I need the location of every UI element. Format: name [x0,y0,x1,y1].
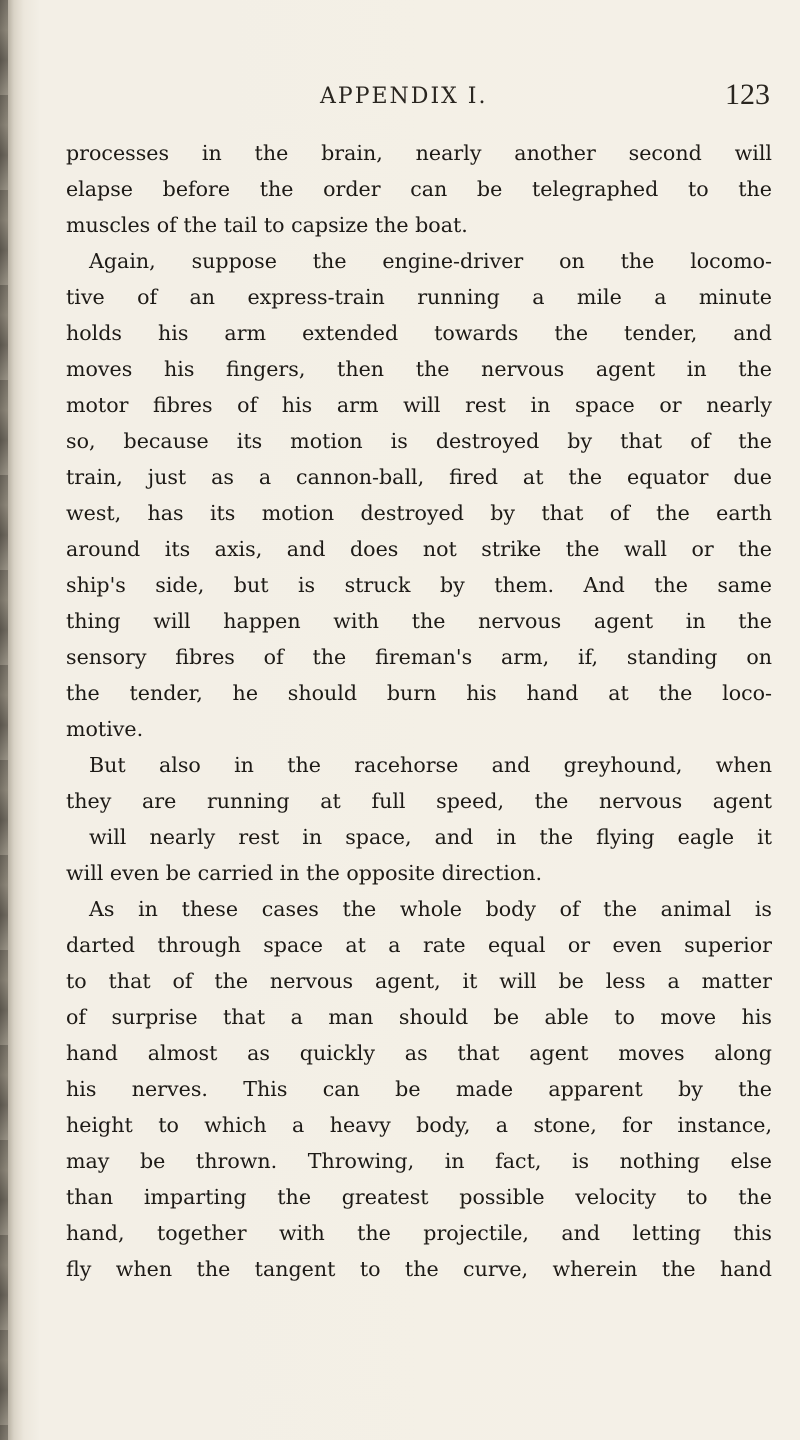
running-head [320,78,770,118]
text-line: As in these cases the whole body of the animal is [89,897,772,921]
text-line: tive of an express-train running a mile a minute [66,285,772,309]
binding-shadow [0,0,8,1440]
text-line: sensory fibres of the fireman's arm, if, standing on [66,645,772,669]
text-line: they are running at full speed, the nervous agent [66,789,772,813]
text-line: train, just as a cannon-ball, fired at the equator due [66,465,772,489]
text-line: holds his arm extended towards the tender, and [66,321,772,345]
text-line: hand, together with the projectile, and letting this [66,1221,772,1245]
text-line: elapse before the order can be telegraphed to the [66,177,772,201]
text-line: But also in the racehorse and greyhound, when [89,753,772,777]
text-line: muscles of the tail to capsize the boat. [66,213,468,237]
text-line: will even be carried in the opposite direction. [66,861,543,885]
text-line: the tender, he should burn his hand at the loco- [66,681,772,705]
text-line: darted through space at a rate equal or even superior [66,933,772,957]
text-line: Again, suppose the engine-driver on the locomo- [89,249,772,273]
text-line: of surprise that a man should be able to move his [66,1005,772,1029]
text-line: fly when the tangent to the curve, wherein the hand [66,1257,772,1281]
text-line: west, has its motion destroyed by that of the earth [66,501,772,525]
body-text [66,135,772,1287]
text-line: ship's side, but is struck by them. And the same [66,573,772,597]
text-line: hand almost as quickly as that agent moves along [66,1041,772,1065]
text-line: thing will happen with the nervous agent in the [66,609,772,633]
text-line: his nerves. This can be made apparent by the [66,1077,772,1101]
text-line: to that of the nervous agent, it will be less a matter [66,969,772,993]
running-title: APPENDIX I. [320,84,488,109]
text-line: will nearly rest in space, and in the flying eagle it [89,825,772,849]
text-line: moves his fingers, then the nervous agent in the [66,357,772,381]
text-line: height to which a heavy body, a stone, for instance, [66,1113,772,1137]
page-number: 123 [725,78,770,111]
text-line: so, because its motion is destroyed by that of the [66,429,772,453]
text-line: may be thrown. Throwing, in fact, is nothing else [66,1149,772,1173]
text-line: motive. [66,717,144,741]
text-line: motor fibres of his arm will rest in space or nearly [66,393,772,417]
text-line: than imparting the greatest possible velocity to the [66,1185,772,1209]
text-line: processes in the brain, nearly another second will [66,141,772,165]
text-line: around its axis, and does not strike the wall or the [66,537,772,561]
